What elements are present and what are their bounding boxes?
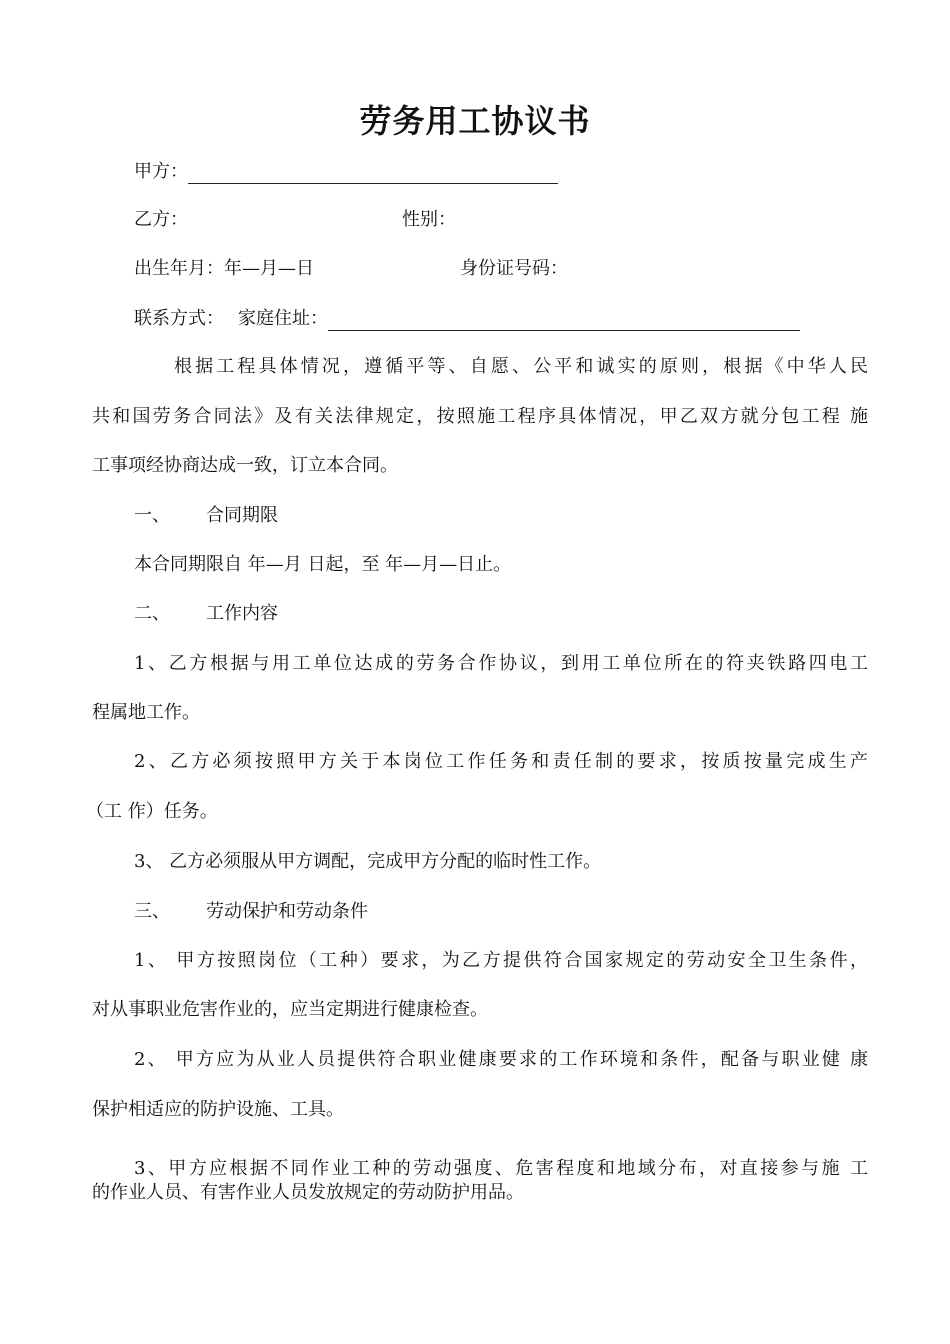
section-3-item-1-line-2: 对从事职业危害作业的，应当定期进行健康检查。 bbox=[92, 999, 488, 1020]
address-blank bbox=[328, 310, 800, 331]
section-3-number: 三、 bbox=[134, 901, 170, 922]
intro-line-2: 共和国劳务合同法》及有关法律规定，按照施工程序具体情况，甲乙双方就分包工程 施 bbox=[92, 406, 868, 427]
party-a-row bbox=[134, 160, 558, 184]
birth-label: 出生年月：年—月—日 bbox=[134, 258, 314, 279]
intro-line-3: 工事项经协商达成一致，订立本合同。 bbox=[92, 455, 398, 476]
section-1-title: 合同期限 bbox=[206, 505, 278, 526]
contact-label: 联系方式： bbox=[134, 308, 224, 329]
document-title: 劳务用工协议书 bbox=[359, 102, 591, 140]
section-3-item-3-line-2: 的作业人员、有害作业人员发放规定的劳动防护用品。 bbox=[92, 1182, 524, 1203]
id-number-label: 身份证号码： bbox=[460, 258, 568, 279]
section-2-item-1-line-1: 1、乙方根据与用工单位达成的劳务合作协议，到用工单位所在的符夹铁路四电工 bbox=[134, 653, 868, 674]
section-1-number: 一、 bbox=[134, 505, 170, 526]
section-2-item-2-line-1: 2、乙方必须按照甲方关于本岗位工作任务和责任制的要求，按质按量完成生产 bbox=[134, 751, 868, 772]
section-3-title: 劳动保护和劳动条件 bbox=[206, 901, 368, 922]
gender-label: 性别： bbox=[402, 209, 456, 230]
section-3-item-2-line-1: 2、 甲方应为从业人员提供符合职业健康要求的工作环境和条件，配备与职业健 康 bbox=[134, 1049, 868, 1070]
section-3-item-2-line-2: 保护相适应的防护设施、工具。 bbox=[92, 1099, 344, 1120]
section-3-item-1-line-1: 1、 甲方按照岗位（工种）要求，为乙方提供符合国家规定的劳动安全卫生条件， bbox=[134, 950, 868, 971]
section-2-title: 工作内容 bbox=[206, 603, 278, 624]
address-label: 家庭住址： bbox=[238, 308, 328, 329]
section-2-item-3: 3、 乙方必须服从甲方调配，完成甲方分配的临时性工作。 bbox=[134, 851, 602, 872]
section-3-item-3-line-1: 3、甲方应根据不同作业工种的劳动强度、危害程度和地域分布，对直接参与施 工 bbox=[134, 1158, 868, 1179]
party-a-label: 甲方： bbox=[134, 161, 188, 182]
section-2-number: 二、 bbox=[134, 603, 170, 624]
party-b-label: 乙方： bbox=[134, 209, 188, 230]
intro-line-1: 根据工程具体情况，遵循平等、自愿、公平和诚实的原则，根据《中华人民 bbox=[174, 356, 868, 377]
party-a-blank bbox=[188, 163, 558, 184]
section-2-item-1-line-2: 程属地工作。 bbox=[92, 702, 200, 723]
contact-row bbox=[134, 307, 800, 331]
section-2-item-2-line-2: （工 作）任务。 bbox=[86, 801, 218, 822]
section-1-text: 本合同期限自 年—月 日起，至 年—月—日止。 bbox=[134, 554, 512, 575]
